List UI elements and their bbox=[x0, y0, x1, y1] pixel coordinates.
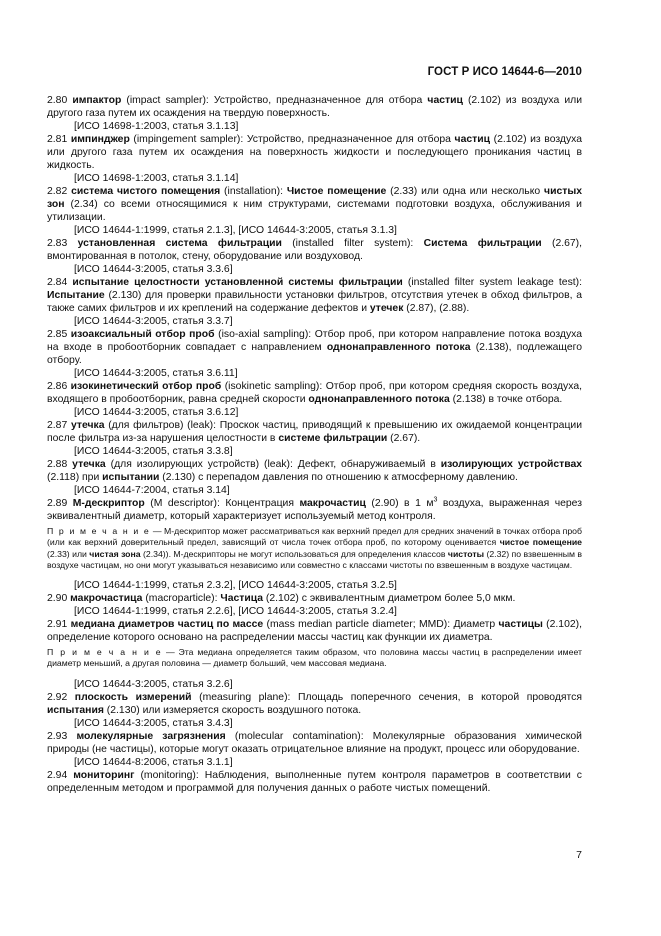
term-definition-text: воздуха, выраженная через эквивалентный диаметр, который характеризует используемый метод контроля. bbox=[47, 498, 582, 522]
term-reference: [ИСО 14644-1:1999, статья 2.3.2], [ИСО 14644-3:2005, статья 3.2.5] bbox=[74, 580, 397, 592]
term-name: изоаксиальный отбор проб bbox=[70, 329, 215, 340]
term-definition-text: (2.102) из воздуха или другого газа путем их осаждения на поверхность жидкости и последующего проникания частиц в жидкость. bbox=[47, 134, 583, 171]
term-definition-text: 3 bbox=[433, 496, 438, 504]
term-definition-text: (для изолирующих устройств) (leak): Дефект, обнаруживаемый в bbox=[105, 459, 441, 470]
term-name: импинджер bbox=[70, 134, 130, 145]
term-definition-text: (mass median particle diameter; MMD): Диаметр bbox=[263, 619, 499, 631]
term-definition-text: (2.67). bbox=[387, 433, 421, 444]
term-reference: [ИСО 14698-1:2003, статья 3.1.14] bbox=[74, 173, 239, 184]
term-reference: [ИСО 14644-7:2004, статья 3.14] bbox=[74, 485, 230, 496]
note-text: — M-дескриптор может рассматриваться как верхний предел для средних значений в точках отбора проб (или как верхний доверительный предел, зависящий от числа точек отбора проб, по которому оценивается bbox=[47, 526, 582, 548]
terms-list bbox=[47, 94, 582, 795]
term-definition-text: системе фильтрации bbox=[278, 433, 388, 444]
term-definition-text: (measuring plane): Площадь поперечного сечения, в которой проводятся bbox=[191, 691, 582, 703]
term-name: мониторинг bbox=[73, 769, 135, 781]
term-definition-text: (2.102), определение которого основано на распределении массы частиц как функции их диаметра. bbox=[47, 619, 582, 644]
term-number: 2.82 bbox=[47, 186, 68, 197]
term-reference: [ИСО 14644-3:2005, статья 3.3.8] bbox=[74, 446, 233, 457]
term-number: 2.86 bbox=[47, 381, 68, 392]
term-number: 2.90 bbox=[47, 593, 68, 605]
term-definition-text: (isokinetic sampling): Отбор проб, при котором средняя скорость воздуха, входящего в пробоотборник, равна средней скорости bbox=[47, 381, 582, 405]
term-name: испытание целостности установленной системы фильтрации bbox=[72, 277, 403, 288]
term-number: 2.92 bbox=[47, 691, 68, 703]
term-entry bbox=[47, 94, 582, 120]
term-definition-text: (2.138) в точке отбора. bbox=[449, 394, 563, 405]
term-definition-text: (2.87), (2.88). bbox=[403, 303, 470, 314]
term-definition-text: (monitoring): Наблюдения, выполненные путем контроля параметров в соответствии с определенным методом и программой для получения данных о работе чистых помещений. bbox=[47, 769, 582, 794]
note-text: П р и м е ч а н и е bbox=[47, 526, 151, 536]
term-definition-text: (2.67), вмонтированная в потолок, стену, оборудование или воздуховод. bbox=[47, 238, 583, 262]
note-text: (2.33) или bbox=[47, 548, 90, 559]
term-definition-text: (2.130) для проверки правильности установки фильтров, отсутствия утечек в обход фильтров, а также самих фильтров и их креплений на содержание дефектов и bbox=[47, 290, 582, 314]
term-definition-text: (M descriptor): Концентрация bbox=[144, 498, 300, 509]
term-number: 2.80 bbox=[47, 95, 68, 106]
note-text: — Эта медиана определяется таким образом, что половина массы частиц в распределении имеет диаметр меньший, а другая половина — диаметр больший, чем массовая медиана. bbox=[47, 647, 582, 669]
term-number: 2.84 bbox=[47, 277, 68, 288]
term-definition-text: Испытание bbox=[47, 290, 105, 301]
term-entry bbox=[47, 618, 582, 644]
term-definition-text: частиц bbox=[454, 134, 491, 145]
term-entry bbox=[47, 769, 582, 795]
term-number: 2.94 bbox=[47, 769, 68, 781]
term-name: изокинетический отбор проб bbox=[70, 381, 222, 392]
term-entry bbox=[47, 691, 582, 717]
term-definition-text: (2.102) с эквивалентным диаметром более 5,0 мкм. bbox=[263, 593, 516, 605]
term-definition-text: утечек bbox=[369, 303, 404, 314]
term-definition-text: (installed filter system leakage test): bbox=[402, 277, 583, 288]
term-number: 2.81 bbox=[47, 134, 68, 145]
term-reference: [ИСО 14644-3:2005, статья 3.6.11] bbox=[74, 368, 238, 379]
note-text: (2.32) по взвешенным в воздухе частицам, но они могут указываться независимо или совместно с классами чистоты по взвешенным в воздухе частицам. bbox=[47, 548, 582, 570]
term-entry bbox=[47, 328, 582, 367]
term-number: 2.87 bbox=[47, 420, 68, 431]
term-reference: [ИСО 14644-3:2005, статья 3.6.12] bbox=[74, 407, 239, 418]
term-name: молекулярные загрязнения bbox=[76, 730, 226, 742]
term-number: 2.83 bbox=[47, 238, 68, 249]
term-definition-text: частицы bbox=[498, 619, 543, 631]
term-reference: [ИСО 14644-1:1999, статья 2.1.3], [ИСО 14644-3:2005, статья 3.1.3] bbox=[74, 225, 397, 236]
term-number: 2.88 bbox=[47, 459, 68, 470]
document-header: ГОСТ Р ИСО 14644-6—2010 bbox=[427, 66, 582, 78]
note-text: (2.34)). M-дескрипторы не могут использоваться для определения классов bbox=[140, 548, 448, 559]
term-number: 2.89 bbox=[47, 498, 68, 509]
term-name: установленная система фильтрации bbox=[77, 238, 282, 249]
term-note bbox=[47, 647, 582, 670]
term-reference: [ИСО 14644-3:2005, статья 3.3.6] bbox=[74, 264, 233, 275]
term-definition-text: (installed filter system): bbox=[281, 238, 424, 249]
term-reference: [ИСО 14644-3:2005, статья 3.3.7] bbox=[74, 316, 233, 327]
term-definition-text: Частица bbox=[220, 593, 264, 605]
term-definition-text: (для фильтров) (leak): Проскок частиц, приводящий к превышению их ожидаемой концентрации после фильтра из-за нарушения целостности в bbox=[47, 420, 583, 444]
note-text: чистая зона bbox=[89, 548, 141, 559]
term-definition-text: испытания bbox=[47, 704, 104, 716]
term-entry bbox=[47, 592, 582, 605]
term-reference: [ИСО 14644-3:2005, статья 3.2.6] bbox=[74, 678, 233, 690]
term-name: утечка bbox=[70, 420, 105, 431]
term-name: макрочастица bbox=[70, 593, 143, 605]
term-note bbox=[47, 526, 582, 571]
term-definition-text: однонаправленного потока bbox=[308, 394, 450, 405]
term-definition-text: (impact sampler): Устройство, предназначенное для отбора bbox=[121, 95, 428, 106]
term-name: M-дескриптор bbox=[72, 498, 145, 509]
term-name: импактор bbox=[72, 95, 122, 106]
term-definition-text: (iso-axial sampling): Отбор проб, при котором направление потока воздуха на входе в пробоотборник совпадает с направлением bbox=[47, 329, 582, 353]
term-entry bbox=[47, 185, 582, 224]
term-definition-text: (installation): bbox=[220, 186, 287, 197]
term-definition-text: макрочастиц bbox=[299, 498, 366, 509]
term-reference: [ИСО 14698-1:2003, статья 3.1.13] bbox=[74, 121, 239, 132]
note-text: чистое помещение bbox=[499, 537, 582, 548]
term-reference: [ИСО 14644-3:2005, статья 3.4.3] bbox=[74, 717, 233, 729]
term-definition-text: (2.118) при bbox=[47, 472, 103, 483]
term-entry bbox=[47, 380, 582, 406]
term-definition-text: (2.90) в 1 м bbox=[365, 498, 434, 509]
term-definition-text: испытании bbox=[102, 472, 160, 483]
term-entry bbox=[47, 237, 582, 263]
term-number: 2.93 bbox=[47, 730, 68, 742]
term-number: 2.85 bbox=[47, 329, 68, 340]
note-text: П р и м е ч а н и е bbox=[47, 647, 163, 658]
term-entry bbox=[47, 276, 582, 315]
term-definition-text: (2.33) или одна или несколько bbox=[386, 186, 545, 197]
term-definition-text: Система фильтрации bbox=[423, 238, 542, 249]
term-entry bbox=[47, 458, 582, 484]
term-definition-text: Чистое помещение bbox=[286, 186, 387, 197]
term-entry bbox=[47, 730, 582, 756]
term-entry bbox=[47, 497, 582, 523]
term-definition-text: (2.34) со всеми относящимися к ним структурами, системами подготовки воздуха, обслуживания и утилизации. bbox=[47, 199, 582, 223]
term-definition-text: (macroparticle): bbox=[142, 593, 221, 605]
term-definition-text: (2.138), подлежащего отбору. bbox=[47, 342, 582, 366]
page-number: 7 bbox=[576, 849, 582, 861]
note-text: чистоты bbox=[447, 548, 485, 559]
term-name: система чистого помещения bbox=[71, 186, 221, 197]
term-definition-text: (2.130) или измеряется скорость воздушного потока. bbox=[103, 704, 362, 716]
term-reference: [ИСО 14644-1:1999, статья 2.2.6], [ИСО 14644-3:2005, статья 3.2.4] bbox=[74, 606, 397, 618]
term-definition-text: чистых зон bbox=[47, 186, 582, 210]
term-name: медиана диаметров частиц по массе bbox=[70, 619, 264, 631]
term-definition-text: (2.130) с перепадом давления по отношению к атмосферному давлению. bbox=[159, 472, 518, 483]
term-entry bbox=[47, 419, 582, 445]
term-definition-text: частиц bbox=[427, 95, 463, 106]
term-definition-text: (impingement sampler): Устройство, предназначенное для отбора bbox=[129, 134, 455, 145]
term-name: утечка bbox=[72, 459, 106, 470]
term-definition-text: (2.102) из воздуха или другого газа путем их осаждения на твердую поверхность. bbox=[47, 95, 583, 119]
term-definition-text: изолирующих устройствах bbox=[440, 459, 583, 470]
term-definition-text: (molecular contamination): Молекулярные образования химической природы (не частицы), которые могут оказать отрицательное влияние на продукт, процесс или оборудование. bbox=[47, 730, 582, 755]
term-name: плоскость измерений bbox=[74, 691, 192, 703]
term-reference: [ИСО 14644-8:2006, статья 3.1.1] bbox=[74, 756, 233, 768]
term-entry bbox=[47, 133, 582, 172]
term-definition-text: однонаправленного потока bbox=[326, 342, 471, 353]
term-number: 2.91 bbox=[47, 619, 68, 631]
